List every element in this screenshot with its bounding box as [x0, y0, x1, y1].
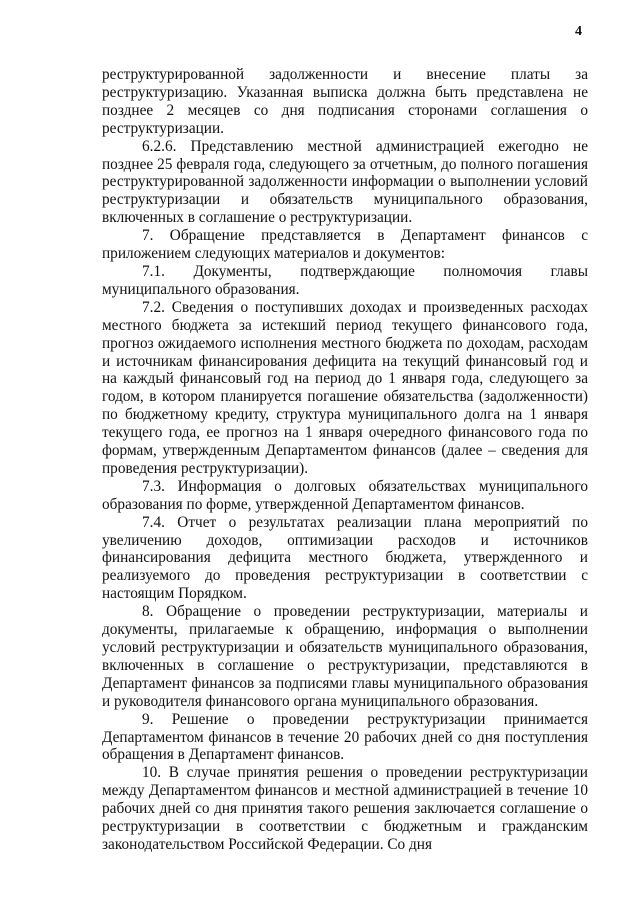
paragraph-7-3: 7.3. Информация о долговых обязательствах муниципального образования по форме, утвержденной Департаментом финансов. [102, 477, 588, 513]
document-body [102, 66, 588, 854]
paragraph-8: 8. Обращение о проведении реструктуризации, материалы и документы, прилагаемые к обращению, информация о выполнении условий реструктуризации и обязательств муниципального образования, включенных в соглашение о реструктуризации, представляются в Департамент финансов за подписями главы муниципального образования и руководителя финансового органа муниципального образования. [102, 603, 588, 710]
paragraph-7-1: 7.1. Документы, подтверждающие полномочия главы муниципального образования. [102, 262, 588, 298]
page-number: 4 [575, 24, 582, 39]
paragraph-7-4: 7.4. Отчет о результатах реализации плана мероприятий по увеличению доходов, оптимизации расходов и источников финансирования дефицита местного бюджета, утвержденного и реализуемого до проведения реструктуризации в соответствии с настоящим Порядком. [102, 513, 588, 603]
paragraph-6-2-6: 6.2.6. Представлению местной администрацией ежегодно не позднее 25 февраля года, следующего за отчетным, до полного погашения реструктурированной задолженности информации о выполнении условий реструктуризации и обязательств муниципального образования, включенных в соглашение о реструктуризации. [102, 137, 588, 227]
paragraph-9: 9. Решение о проведении реструктуризации принимается Департаментом финансов в течение 20 рабочих дней со дня поступления обращения в Департамент финансов. [102, 710, 588, 764]
paragraph-7: 7. Обращение представляется в Департамент финансов с приложением следующих материалов и документов: [102, 227, 588, 263]
paragraph-7-2: 7.2. Сведения о поступивших доходах и произведенных расходах местного бюджета за истекший период текущего финансового года, прогноз ожидаемого исполнения местного бюджета по доходам, расходам и источникам финансирования дефицита на текущий финансовый год и на каждый финансовый год на период до 1 января года, следующего за годом, в котором планируется погашение обязательства (задолженности) по бюджетному кредиту, структура муниципального долга на 1 января текущего года, ее прогноз на 1 января очередного финансового года по формам, утвержденным Департаментом финансов (далее – сведения для проведения реструктуризации). [102, 298, 588, 477]
paragraph-10: 10. В случае принятия решения о проведении реструктуризации между Департаментом финансов и местной администрацией в течение 10 рабочих дней со дня принятия такого решения заключается соглашение о реструктуризации в соответствии с бюджетным и гражданским законодательством Российской Федерации. Со дня [102, 764, 588, 853]
paragraph-continuation: реструктурированной задолженности и внесение платы за реструктуризацию. Указанная выписка должна быть представлена не позднее 2 месяцев со дня подписания сторонами соглашения о реструктуризации. [102, 66, 588, 137]
